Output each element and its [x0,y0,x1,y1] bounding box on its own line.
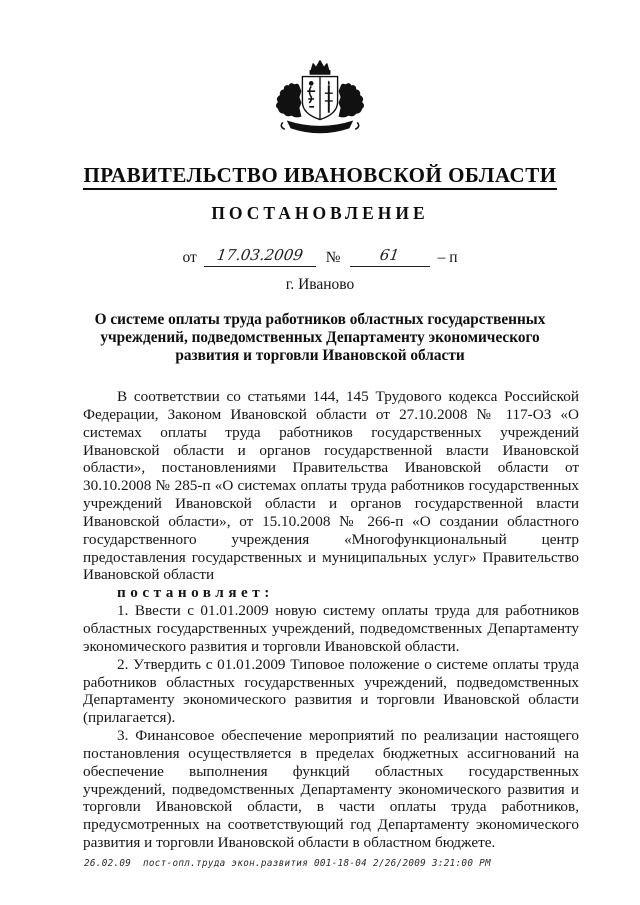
intro-paragraph: В соответствии со статьями 144, 145 Трудового кодекса Российской Федерации, Законом Ивановской области от 27.10.2008 № 117-ОЗ «О системах оплаты труда работников государственных учреждений Ивановской области и органов государственной власти Ивановской области», постановлениями Правительства Ивановской области от 30.10.2008 № 285-п «О системах оплаты труда работников государственных учреждений Ивановской области и органов государственной власти Ивановской области», от 15.10.2008 № 266-п «О создании областного государственного учреждения «Многофункциональный центр предоставления государственных и муниципальных услуг» Правительство Ивановской области [83,388,579,584]
number-field [350,246,430,267]
number-value-handwritten: 61 [378,246,401,264]
org-name [0,163,640,188]
document-body [83,388,579,852]
decree-item-2: 2. Утвердить с 01.01.2009 Типовое положение о системе оплаты труда работников областных государственных учреждений, подведомственных Департаменту экономического развития и торговли Ивановской области (прилагается). [83,655,579,727]
coat-of-arms-icon [261,56,379,144]
number-suffix: – п [437,249,458,266]
footer-stamp-line: 26.02.09 пост-опл.труда экон.развития 001-18-04 2/26/2009 3:21:00 PM [84,858,491,869]
org-name-text: ПРАВИТЕЛЬСТВО ИВАНОВСКОЙ ОБЛАСТИ [83,163,556,190]
date-number-line [0,246,640,267]
subject-title: О системе оплаты труда работников областных государственных учреждений, подведомственных Департаменту экономического развития и торговли Ивановской области [94,311,546,365]
resolve-word: постановляет: [117,584,274,602]
number-label: № [325,249,341,266]
date-field [204,246,316,267]
decree-item-1: 1. Ввести с 01.01.2009 новую систему оплаты труда для работников областных государственных учреждений, подведомственных Департаменту экономического развития и торговли Ивановской области. [83,602,579,655]
decree-item-3: 3. Финансовое обеспечение мероприятий по реализации настоящего постановления осуществляется в пределах бюджетных ассигнований на обеспечение выполнения функций областных государственных учреждений, подведомственных Департаменту экономического развития и торговли Ивановской области, в части оплаты труда работников, предусмотренных на соответствующий год Департаменту экономического развития и торговли Ивановской области в областном бюджете. [83,727,579,852]
date-label: от [182,249,197,266]
place-line: г. Иваново [285,276,355,293]
date-value-handwritten: 17.03.2009 [215,246,304,264]
doc-type-title: ПОСТАНОВЛЕНИЕ [211,203,429,223]
